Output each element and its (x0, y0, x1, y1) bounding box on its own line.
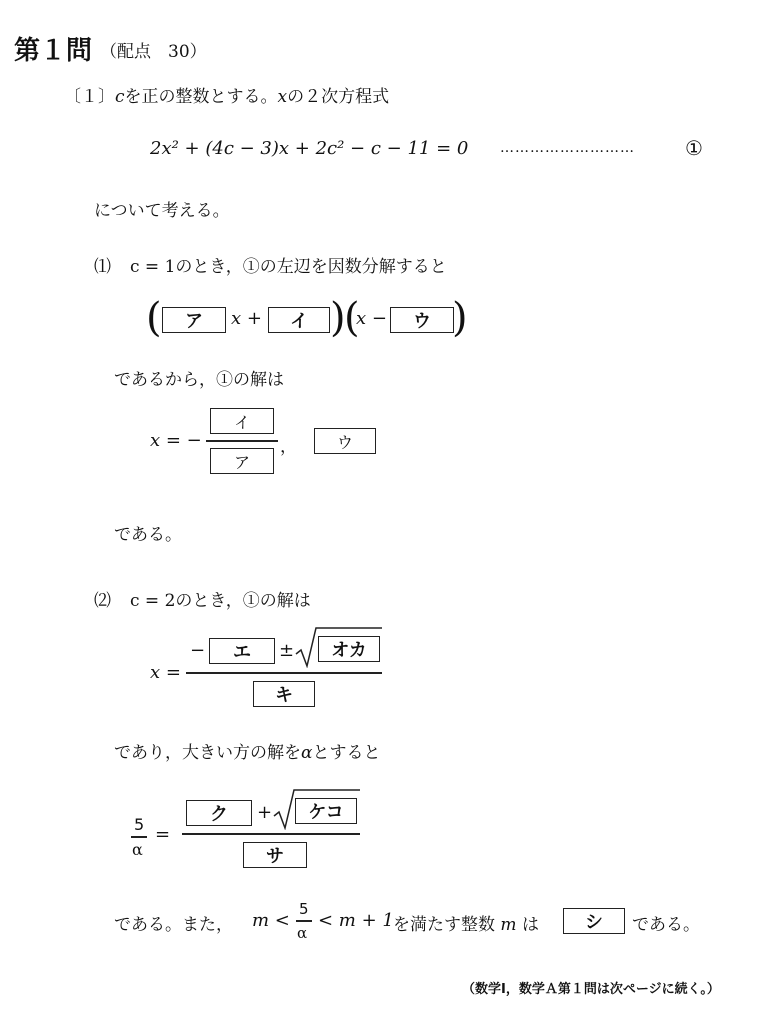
comma: ， (280, 437, 297, 457)
five-numerator: 5 (134, 815, 145, 834)
equation-dots: ……………………… (500, 140, 635, 156)
q1-end: である。 (114, 525, 182, 545)
then-text2: とすると (312, 743, 381, 763)
intro-text2: の２次方程式 (287, 87, 390, 107)
answer-box-i-ref[interactable]: イ (210, 408, 274, 434)
answer-box-u[interactable]: ウ (390, 307, 454, 333)
consider-text: について考える。 (94, 201, 230, 221)
answer-box-shi[interactable]: シ (563, 908, 625, 934)
var-x: x (277, 87, 288, 107)
var-c: c (115, 87, 125, 107)
answer-box-a[interactable]: ア (162, 307, 226, 333)
part1-intro (64, 82, 389, 107)
main-equation: 2x² + (4c − 3)x + 2c² − c − 11 = 0 (150, 138, 469, 159)
equals-sign: = (155, 824, 171, 845)
var-m: m (500, 915, 517, 935)
alpha-denominator-2: α (297, 924, 308, 942)
fraction-bar (206, 440, 278, 442)
answer-box-a-ref[interactable]: ア (210, 448, 274, 474)
q1-solution-lhs: x = − (150, 430, 202, 451)
problem-title: 第１問 (14, 36, 93, 66)
q2-label: ⑵ (94, 591, 111, 611)
final-text1: である。また， (114, 915, 233, 935)
right-paren: ) (330, 295, 346, 341)
inequality-right: < m + 1 (318, 910, 394, 931)
final-text4: である。 (632, 915, 700, 935)
answer-box-oka[interactable]: オカ (318, 636, 380, 662)
alpha-denominator: α (132, 840, 143, 859)
plus-minus: ± (279, 640, 295, 661)
factor-x-plus: x + (231, 308, 262, 329)
left-paren-2: ( (344, 295, 360, 341)
fraction-bar-2 (186, 672, 382, 674)
right-paren-2: ) (452, 295, 468, 341)
answer-box-ku[interactable]: ク (186, 800, 252, 826)
equation-label: ① (685, 136, 703, 160)
answer-box-u-ref[interactable]: ウ (314, 428, 376, 454)
part-number: 〔１〕 (64, 87, 115, 107)
answer-box-i[interactable]: イ (268, 307, 330, 333)
q1-label: ⑴ (94, 257, 111, 277)
alpha-text (114, 738, 380, 763)
final-text2a: を満たす整数 (393, 915, 495, 935)
q2-solution-lhs: x = (150, 662, 181, 683)
footer-note: （数学Ⅰ，数学Ａ第１問は次ページに続く。） (462, 982, 720, 997)
intro-text1: を正の整数とする。 (124, 87, 278, 107)
q2-condition: c = 2のとき，①の解は (130, 591, 311, 611)
answer-box-e[interactable]: エ (209, 638, 275, 664)
answer-box-sa[interactable]: サ (243, 842, 307, 868)
left-paren: ( (146, 295, 162, 341)
five-numerator-2: 5 (299, 900, 309, 918)
final-text3: は (521, 915, 539, 935)
answer-box-ki[interactable]: キ (253, 681, 315, 707)
plus-sign: + (257, 802, 273, 823)
since-text: であるから，①の解は (114, 370, 284, 390)
final-text2 (393, 910, 539, 935)
q1-condition: c = 1のとき，①の左辺を因数分解すると (130, 257, 447, 277)
answer-box-keko[interactable]: ケコ (295, 798, 357, 824)
alpha-symbol: α (301, 743, 313, 763)
points-label: （配点 30） (100, 42, 207, 62)
factor-x-minus: x − (356, 308, 387, 329)
five-alpha-bar-2 (296, 920, 312, 922)
numerator-minus: − (190, 640, 206, 661)
inequality-left: m < (252, 910, 290, 931)
fraction-bar-3 (182, 833, 360, 835)
then-text: であり，大きい方の解を (114, 743, 301, 763)
five-alpha-bar (131, 836, 147, 838)
